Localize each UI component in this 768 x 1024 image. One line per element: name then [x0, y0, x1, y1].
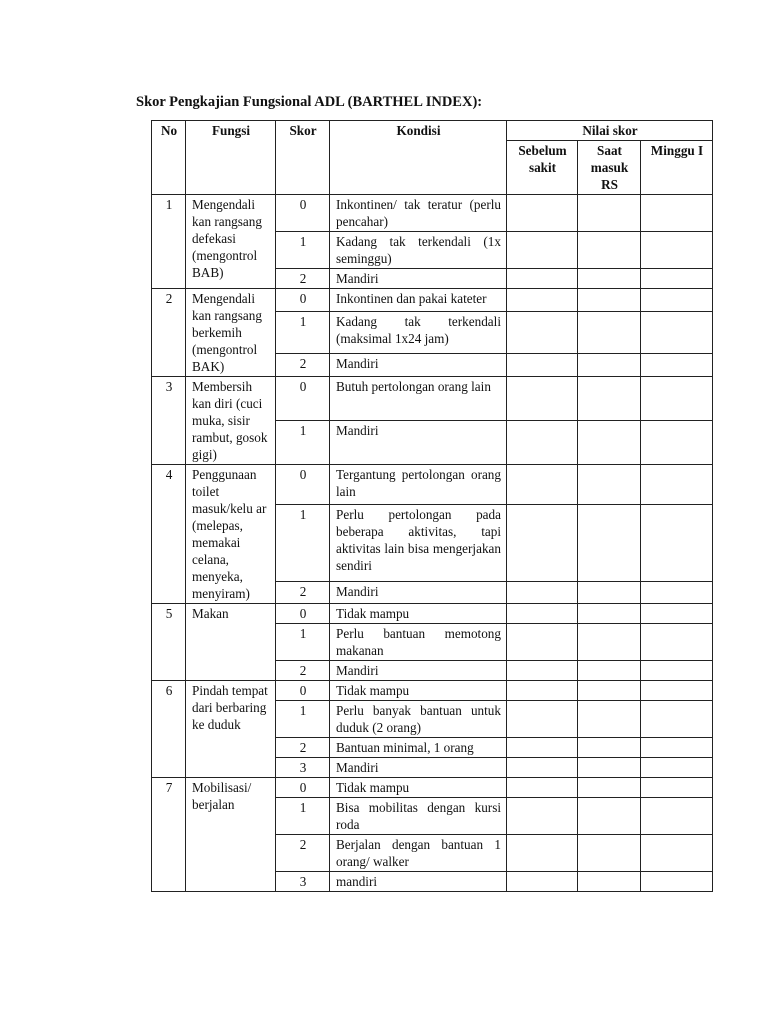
cell-saat-masuk-rs	[578, 661, 641, 681]
cell-fungsi: Mengendali kan rangsang berkemih (mengontrol BAK)	[186, 289, 276, 377]
cell-saat-masuk-rs	[578, 311, 641, 353]
cell-minggu-i	[641, 872, 713, 892]
cell-sebelum-sakit	[507, 377, 578, 421]
table-row	[152, 778, 713, 798]
cell-saat-masuk-rs	[578, 582, 641, 604]
cell-saat-masuk-rs	[578, 421, 641, 465]
cell-sebelum-sakit	[507, 701, 578, 738]
cell-sebelum-sakit	[507, 624, 578, 661]
cell-kondisi: Mandiri	[330, 661, 507, 681]
cell-saat-masuk-rs	[578, 738, 641, 758]
cell-sebelum-sakit	[507, 758, 578, 778]
table-row	[152, 195, 713, 232]
cell-kondisi: Kadang tak terkendali (maksimal 1x24 jam)	[330, 311, 507, 353]
cell-saat-masuk-rs	[578, 798, 641, 835]
cell-sebelum-sakit	[507, 681, 578, 701]
cell-fungsi: Penggunaan toilet masuk/kelu ar (melepas, memakai celana, menyeka, menyiram)	[186, 465, 276, 604]
cell-fungsi: Mengendali kan rangsang defekasi (mengontrol BAB)	[186, 195, 276, 289]
cell-saat-masuk-rs	[578, 269, 641, 289]
cell-no: 2	[152, 289, 186, 377]
cell-no: 7	[152, 778, 186, 892]
cell-kondisi: Inkontinen dan pakai kateter	[330, 289, 507, 312]
header-nilai-skor: Nilai skor	[507, 121, 713, 141]
table-row	[152, 377, 713, 421]
cell-skor: 3	[276, 758, 330, 778]
cell-saat-masuk-rs	[578, 354, 641, 377]
cell-minggu-i	[641, 354, 713, 377]
cell-minggu-i	[641, 738, 713, 758]
cell-sebelum-sakit	[507, 738, 578, 758]
header-no: No	[152, 121, 186, 195]
cell-skor: 1	[276, 505, 330, 582]
cell-skor: 1	[276, 798, 330, 835]
cell-kondisi: Bisa mobilitas dengan kursi roda	[330, 798, 507, 835]
cell-saat-masuk-rs	[578, 232, 641, 269]
cell-minggu-i	[641, 661, 713, 681]
cell-sebelum-sakit	[507, 582, 578, 604]
table-row	[152, 289, 713, 312]
cell-sebelum-sakit	[507, 195, 578, 232]
cell-skor: 1	[276, 421, 330, 465]
cell-sebelum-sakit	[507, 872, 578, 892]
cell-skor: 0	[276, 681, 330, 701]
cell-skor: 1	[276, 624, 330, 661]
cell-minggu-i	[641, 701, 713, 738]
cell-minggu-i	[641, 624, 713, 661]
cell-saat-masuk-rs	[578, 701, 641, 738]
cell-skor: 2	[276, 661, 330, 681]
cell-saat-masuk-rs	[578, 778, 641, 798]
cell-minggu-i	[641, 798, 713, 835]
header-saat-masuk-rs: Saat masuk RS	[578, 141, 641, 195]
cell-minggu-i	[641, 681, 713, 701]
cell-sebelum-sakit	[507, 269, 578, 289]
table-row	[152, 465, 713, 505]
cell-skor: 2	[276, 582, 330, 604]
cell-skor: 2	[276, 354, 330, 377]
header-fungsi: Fungsi	[186, 121, 276, 195]
cell-minggu-i	[641, 604, 713, 624]
header-minggu-i: Minggu I	[641, 141, 713, 195]
cell-skor: 0	[276, 289, 330, 312]
header-skor: Skor	[276, 121, 330, 195]
cell-sebelum-sakit	[507, 604, 578, 624]
cell-saat-masuk-rs	[578, 289, 641, 312]
cell-no: 3	[152, 377, 186, 465]
cell-minggu-i	[641, 835, 713, 872]
cell-sebelum-sakit	[507, 661, 578, 681]
cell-saat-masuk-rs	[578, 195, 641, 232]
cell-minggu-i	[641, 269, 713, 289]
cell-sebelum-sakit	[507, 505, 578, 582]
cell-skor: 2	[276, 738, 330, 758]
cell-no: 1	[152, 195, 186, 289]
cell-saat-masuk-rs	[578, 505, 641, 582]
cell-skor: 2	[276, 835, 330, 872]
cell-saat-masuk-rs	[578, 835, 641, 872]
cell-kondisi: Kadang tak terkendali (1x seminggu)	[330, 232, 507, 269]
cell-kondisi: Perlu pertolongan pada beberapa aktivitas, tapi aktivitas lain bisa mengerjakan sendiri	[330, 505, 507, 582]
cell-minggu-i	[641, 465, 713, 505]
cell-kondisi: Tergantung pertolongan orang lain	[330, 465, 507, 505]
cell-skor: 2	[276, 269, 330, 289]
cell-sebelum-sakit	[507, 311, 578, 353]
cell-no: 4	[152, 465, 186, 604]
cell-saat-masuk-rs	[578, 465, 641, 505]
table-header	[152, 121, 713, 195]
cell-minggu-i	[641, 505, 713, 582]
cell-fungsi: Mobilisasi/ berjalan	[186, 778, 276, 892]
page-title: Skor Pengkajian Fungsional ADL (BARTHEL INDEX):	[136, 94, 483, 110]
cell-minggu-i	[641, 195, 713, 232]
cell-skor: 0	[276, 778, 330, 798]
cell-no: 6	[152, 681, 186, 778]
header-kondisi: Kondisi	[330, 121, 507, 195]
cell-skor: 0	[276, 377, 330, 421]
cell-kondisi: Butuh pertolongan orang lain	[330, 377, 507, 421]
cell-sebelum-sakit	[507, 778, 578, 798]
barthel-index-table	[151, 120, 713, 892]
cell-sebelum-sakit	[507, 465, 578, 505]
cell-skor: 0	[276, 465, 330, 505]
cell-minggu-i	[641, 778, 713, 798]
cell-sebelum-sakit	[507, 289, 578, 312]
cell-skor: 0	[276, 195, 330, 232]
cell-minggu-i	[641, 289, 713, 312]
cell-skor: 0	[276, 604, 330, 624]
cell-kondisi: Tidak mampu	[330, 681, 507, 701]
cell-minggu-i	[641, 311, 713, 353]
cell-sebelum-sakit	[507, 835, 578, 872]
cell-kondisi: Bantuan minimal, 1 orang	[330, 738, 507, 758]
cell-skor: 3	[276, 872, 330, 892]
cell-minggu-i	[641, 232, 713, 269]
cell-minggu-i	[641, 421, 713, 465]
cell-kondisi: Inkontinen/ tak teratur (perlu pencahar)	[330, 195, 507, 232]
table-row	[152, 681, 713, 701]
cell-saat-masuk-rs	[578, 377, 641, 421]
table-row	[152, 604, 713, 624]
cell-kondisi: Mandiri	[330, 758, 507, 778]
cell-sebelum-sakit	[507, 354, 578, 377]
cell-fungsi: Pindah tempat dari berbaring ke duduk	[186, 681, 276, 778]
cell-saat-masuk-rs	[578, 758, 641, 778]
cell-sebelum-sakit	[507, 232, 578, 269]
cell-saat-masuk-rs	[578, 681, 641, 701]
cell-kondisi: Berjalan dengan bantuan 1 orang/ walker	[330, 835, 507, 872]
cell-saat-masuk-rs	[578, 604, 641, 624]
cell-minggu-i	[641, 758, 713, 778]
cell-fungsi: Makan	[186, 604, 276, 681]
cell-kondisi: Tidak mampu	[330, 604, 507, 624]
cell-skor: 1	[276, 701, 330, 738]
cell-kondisi: Perlu banyak bantuan untuk duduk (2 orang)	[330, 701, 507, 738]
cell-fungsi: Membersih kan diri (cuci muka, sisir rambut, gosok gigi)	[186, 377, 276, 465]
cell-kondisi: Mandiri	[330, 269, 507, 289]
cell-saat-masuk-rs	[578, 624, 641, 661]
cell-kondisi: Mandiri	[330, 354, 507, 377]
cell-skor: 1	[276, 311, 330, 353]
cell-skor: 1	[276, 232, 330, 269]
cell-saat-masuk-rs	[578, 872, 641, 892]
table-body	[152, 195, 713, 892]
cell-kondisi: mandiri	[330, 872, 507, 892]
cell-kondisi: Tidak mampu	[330, 778, 507, 798]
cell-sebelum-sakit	[507, 798, 578, 835]
cell-minggu-i	[641, 582, 713, 604]
header-sebelum-sakit: Sebelum sakit	[507, 141, 578, 195]
cell-minggu-i	[641, 377, 713, 421]
cell-kondisi: Mandiri	[330, 421, 507, 465]
cell-sebelum-sakit	[507, 421, 578, 465]
cell-kondisi: Perlu bantuan memotong makanan	[330, 624, 507, 661]
cell-no: 5	[152, 604, 186, 681]
cell-kondisi: Mandiri	[330, 582, 507, 604]
